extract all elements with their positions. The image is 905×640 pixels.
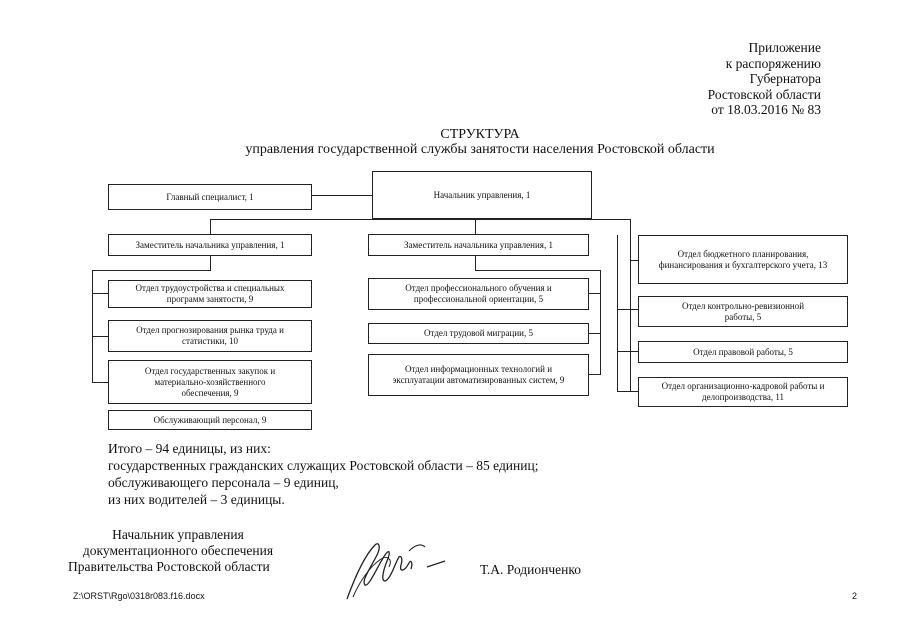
right-dept-box [638, 296, 848, 327]
appendix-line: к распоряжению [725, 55, 821, 71]
middle-dept-box [368, 354, 589, 396]
right-dept-label: Отдел контрольно-ревизионной работы, 5 [681, 300, 805, 322]
left-dept-label: Отдел трудоустройства и специальных программ занятости, 9 [135, 283, 285, 304]
file-path: Z:\ORST\Rgo\0318r083.f16.docx [73, 591, 205, 601]
handwritten-signature [335, 537, 455, 607]
signer-name: Т.А. Родионченко [480, 562, 581, 577]
connector [210, 219, 630, 220]
support-staff-box [108, 410, 312, 430]
appendix-line: от 18.03.2016 № 83 [711, 102, 821, 117]
connector [92, 382, 109, 383]
totals-line: из них водителей – 3 единицы. [108, 492, 285, 507]
connector [475, 256, 476, 270]
support-staff-label: Обслуживающий персонал, 9 [153, 414, 267, 425]
totals-section [108, 440, 538, 508]
connector [600, 270, 601, 374]
connector [475, 270, 600, 271]
document-title [0, 127, 905, 157]
left-dept-label: Отдел прогнозирования рынка труда и статистики, 10 [136, 325, 284, 346]
signer-title-line: Начальник управления [112, 527, 244, 542]
right-dept-box [638, 235, 848, 284]
middle-deputy-box [368, 234, 589, 256]
page-number: 2 [852, 591, 858, 601]
middle-dept-label: Отдел информационных технологий и эксплуатации автоматизированных систем, 9 [392, 364, 565, 385]
left-deputy-label: Заместитель начальника управления, 1 [135, 239, 285, 250]
connector [589, 333, 601, 334]
connector [630, 260, 638, 261]
appendix-line: Ростовской области [707, 86, 821, 102]
head-box [372, 171, 592, 219]
connector [475, 219, 476, 234]
middle-dept-label: Отдел трудовой миграции, 5 [424, 328, 533, 338]
chief-specialist-box [108, 184, 312, 210]
totals-line: обслуживающего персонала – 9 единиц, [108, 475, 339, 490]
connector [210, 219, 211, 234]
head-label: Начальник управления, 1 [433, 189, 531, 200]
appendix-header [708, 40, 821, 118]
left-dept-box [108, 320, 312, 352]
left-deputy-box [108, 234, 312, 256]
connector [589, 293, 601, 294]
connector [92, 270, 93, 383]
left-dept-box [108, 360, 312, 404]
title-main: СТРУКТУРА [440, 127, 520, 142]
connector [617, 391, 638, 392]
connector [617, 309, 638, 310]
signer-block [40, 527, 316, 575]
middle-deputy-label: Заместитель начальника управления, 1 [404, 239, 553, 250]
right-dept-label: Отдел организационно-кадровой работы и делопроизводства, 11 [661, 381, 825, 402]
connector [589, 374, 601, 375]
left-dept-label: Отдел государственных закупок и материально-хозяйственного обеспечения, 9 [144, 365, 276, 398]
connector [92, 336, 109, 337]
signer-title-line: документационного обеспечения [82, 543, 274, 558]
connector [92, 270, 211, 271]
connector [630, 219, 631, 391]
connector [311, 195, 373, 196]
connector [617, 351, 638, 352]
middle-dept-box [368, 323, 589, 344]
middle-dept-box [368, 278, 589, 310]
appendix-line: Губернатора [749, 71, 821, 86]
left-dept-box [108, 280, 312, 308]
title-subtitle: управления государственной службы занятости населения Ростовской области [245, 142, 715, 157]
connector [617, 235, 618, 391]
right-dept-label: Отдел бюджетного планирования, финансирования и бухгалтерского учета, 13 [658, 248, 828, 270]
right-dept-label: Отдел правовой работы, 5 [693, 346, 793, 357]
right-dept-box [638, 377, 848, 407]
chief-specialist-label: Главный специалист, 1 [166, 191, 254, 202]
totals-line: государственных гражданских служащих Ростовской области – 85 единиц; [108, 458, 539, 473]
connector [92, 293, 109, 294]
right-dept-box [638, 341, 848, 363]
connector [210, 256, 211, 270]
middle-dept-label: Отдел профессионального обучения и профессиональной ориентации, 5 [405, 283, 552, 304]
totals-line: Итого – 94 единицы, из них: [108, 441, 271, 456]
appendix-line: Приложение [748, 40, 821, 55]
signer-title-line: Правительства Ростовской области [68, 559, 270, 574]
